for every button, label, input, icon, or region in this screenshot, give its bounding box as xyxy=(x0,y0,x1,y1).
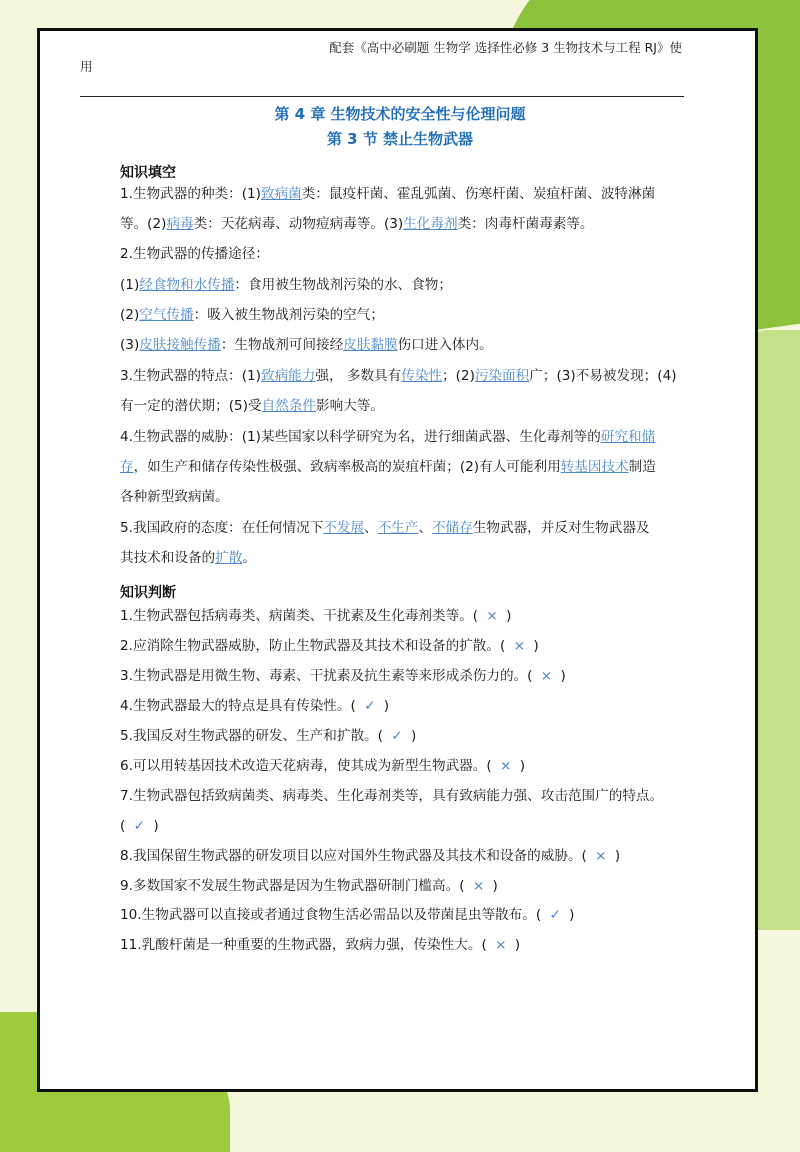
judge-item: 11.乳酸杆菌是一种重要的生物武器，致病力强，传染性大。( × ) xyxy=(120,937,521,953)
fill-item-5-line1: 5.我国政府的态度：在任何情况下不发展、不生产、不储存生物武器，并反对生物武器及 xyxy=(120,520,650,536)
answer-blank: 空气传播 xyxy=(139,307,194,323)
judge-item: 3.生物武器是用微生物、毒素、干扰素及抗生素等来形成杀伤力的。( × ) xyxy=(120,668,566,684)
answer-blank: 生化毒剂 xyxy=(403,216,458,232)
judge-item: 6.可以用转基因技术改造天花病毒，使其成为新型生物武器。( × ) xyxy=(120,758,526,774)
judge-item: 7.生物武器包括致病菌类、病毒类、生化毒剂类等，具有致病能力强、攻击范围广的特点。 xyxy=(120,788,664,804)
fill-item-4-line1: 4.生物武器的威胁：(1)某些国家以科学研究为名，进行细菌武器、生化毒剂等的研究和储 xyxy=(120,429,656,445)
fill-item-1-line1: 1.生物武器的种类：(1)致病菌类：鼠疫杆菌、霍乱弧菌、伤寒杆菌、炭疽杆菌、波特淋菌 xyxy=(120,186,656,202)
header-text-line2: 用 xyxy=(80,59,93,74)
fill-item-5-line2: 其技术和设备的扩散。 xyxy=(120,550,256,566)
fill-item-4-line3: 各种新型致病菌。 xyxy=(120,489,229,505)
judge-item-continued: ( ✓ ) xyxy=(120,818,159,834)
answer-blank: 污染面积 xyxy=(474,368,530,384)
answer-blank: 经食物和水传播 xyxy=(139,277,235,293)
answer-blank: 致病菌 xyxy=(260,186,302,202)
cross-mark-icon: × xyxy=(540,668,553,684)
judge-item: 10.生物武器可以直接或者通过食物生活必需品以及带菌昆虫等散布。( ✓ ) xyxy=(120,907,575,923)
judge-item: 4.生物武器最大的特点是具有传染性。( ✓ ) xyxy=(120,698,390,714)
judge-item: 2.应消除生物武器威胁，防止生物武器及其技术和设备的扩散。( × ) xyxy=(120,638,539,654)
answer-blank: 传染性 xyxy=(401,368,443,384)
cross-mark-icon: × xyxy=(472,878,485,894)
check-mark-icon: ✓ xyxy=(133,818,145,834)
fill-item-2-head: 2.生物武器的传播途径： xyxy=(120,246,269,262)
fill-section-heading: 知识填空 xyxy=(120,165,176,181)
section-title: 第 3 节 禁止生物武器 xyxy=(326,130,474,148)
judge-section-heading: 知识判断 xyxy=(120,585,176,601)
fill-item-2-route3: (3)皮肤接触传播：生物战剂可间接经皮肤黏膜伤口进入体内。 xyxy=(120,337,493,353)
answer-blank: 研究和储 xyxy=(600,429,656,445)
page-header xyxy=(80,38,684,76)
header-text-line1: 配套《高中必刷题 生物学 选择性必修 3 生物技术与工程 RJ》使 xyxy=(329,40,682,55)
answer-blank: 致病能力 xyxy=(260,368,316,384)
cross-mark-icon: × xyxy=(486,608,498,624)
fill-item-3-line1: 3.生物武器的特点：(1)致病能力强， 多数具有传染性；(2)污染面积广；(3)不易被发现；(4) xyxy=(120,368,677,384)
answer-blank: 不储存 xyxy=(432,520,473,536)
fill-item-1-line2: 等。(2)病毒类：天花病毒、动物痘病毒等。(3)生化毒剂类：肉毒杆菌毒素等。 xyxy=(120,216,594,232)
judge-item: 5.我国反对生物武器的研发、生产和扩散。( ✓ ) xyxy=(120,728,417,744)
fill-item-2-route2: (2)空气传播：吸入被生物战剂污染的空气； xyxy=(120,307,384,323)
fill-item-2-route1: (1)经食物和水传播：食用被生物战剂污染的水、食物； xyxy=(120,277,452,293)
answer-blank: 皮肤接触传播 xyxy=(139,337,221,353)
judge-item: 8.我国保留生物武器的研发项目以应对国外生物武器及其技术和设备的威胁。( × ) xyxy=(120,848,621,864)
check-mark-icon: ✓ xyxy=(391,728,403,744)
cross-mark-icon: × xyxy=(513,638,525,654)
answer-blank: 不生产 xyxy=(377,520,419,536)
check-mark-icon: ✓ xyxy=(549,907,561,923)
header-divider xyxy=(80,96,684,97)
fill-item-3-line2: 有一定的潜伏期；(5)受自然条件影响大等。 xyxy=(120,398,384,414)
chapter-title: 第 4 章 生物技术的安全性与伦理问题 xyxy=(274,105,526,123)
answer-blank: 不发展 xyxy=(323,520,365,536)
judge-item: 1.生物武器包括病毒类、病菌类、干扰素及生化毒剂类等。( × ) xyxy=(120,608,512,624)
judge-item: 9.多数国家不发展生物武器是因为生物武器研制门槛高。( × ) xyxy=(120,878,498,894)
check-mark-icon: ✓ xyxy=(364,698,376,714)
fill-item-4-line2: 存，如生产和储存传染性极强、致病率极高的炭疽杆菌；(2)有人可能利用转基因技术制造 xyxy=(120,459,656,475)
answer-blank: 自然条件 xyxy=(261,398,316,414)
answer-blank: 皮肤黏膜 xyxy=(343,337,398,353)
answer-blank: 病毒 xyxy=(166,216,194,232)
cross-mark-icon: × xyxy=(500,758,512,774)
cross-mark-icon: × xyxy=(495,937,507,953)
answer-blank: 转基因技术 xyxy=(560,459,629,475)
cross-mark-icon: × xyxy=(595,848,607,864)
answer-blank: 存 xyxy=(120,459,134,475)
answer-blank: 扩散 xyxy=(215,550,243,566)
